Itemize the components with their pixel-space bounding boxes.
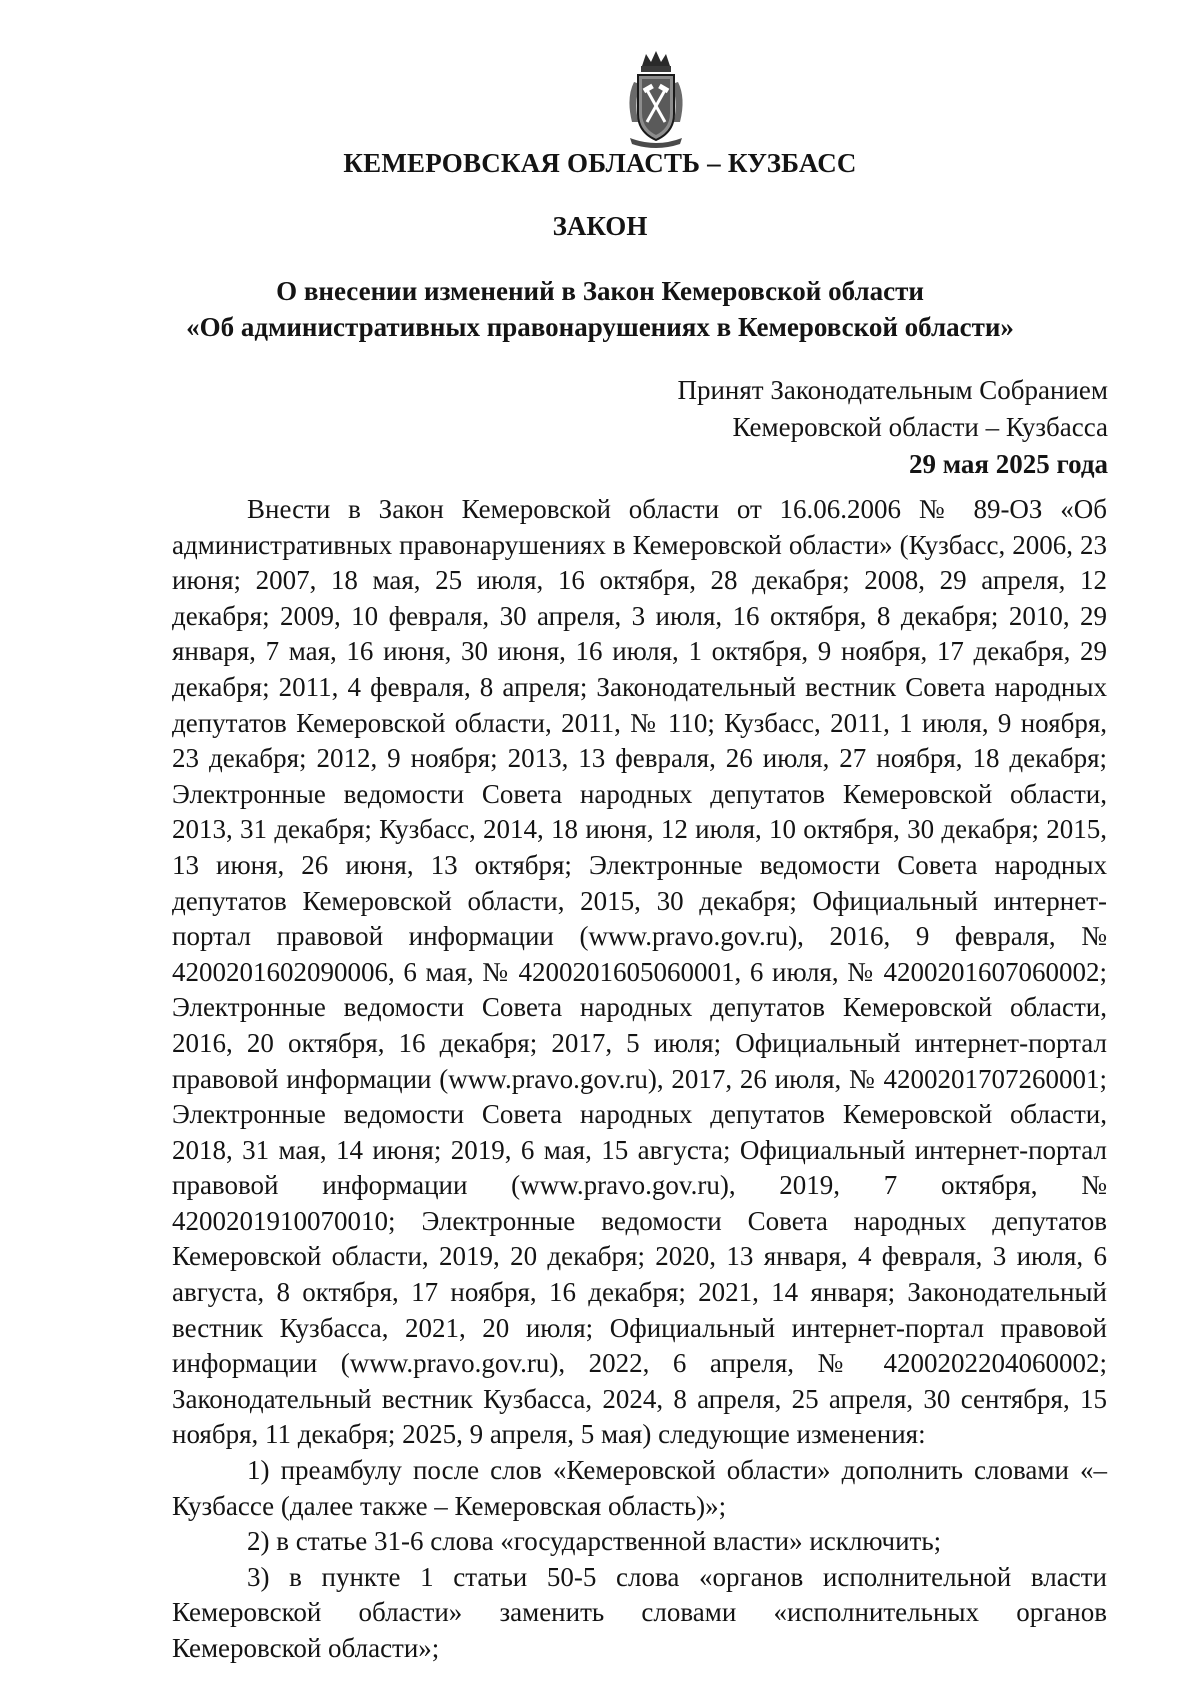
amendment-item-2: 2) в статье 31-6 слова «государственной власти» исключить; [247, 1526, 942, 1557]
intro-paragraph: Внести в Закон Кемеровской области от 16.06.2006 № 89-ОЗ «Об административных правонарушениях в Кемеровской области» (Кузбасс, 2006, 23 июня; 2007, 18 мая, 25 июля, 16 октября, 28 декабря; 2008, 29 апреля, 12 декабря; 2009, 10 февраля, 30 апреля, 3 июля, 16 октября, 8 декабря; 2010, 29 января, 7 мая, 16 июня, 30 июня, 16 июля, 1 октября, 9 ноября, 17 декабря, 29 декабря; 2011, 4 февраля, 8 апреля; Законодательный вестник Совета народных депутатов Кемеровской области, 2011, № 110; Кузбасс, 2011, 1 июля, 9 ноября, 23 декабря; 2012, 9 ноября; 2013, 13 февраля, 26 июля, 27 ноября, 18 декабря; Электронные ведомости Совета народных депутатов Кемеровской области, 2013, 31 декабря; Кузбасс, 2014, 18 июня, 12 июля, 10 октября, 30 декабря; 2015, 13 июня, 26 июня, 13 октября; Электронные ведомости Совета народных депутатов Кемеровской области, 2015, 30 декабря; Официальный интернет-портал правовой информации (www.pravo.gov.ru), 2016, 9 февраля, № 4200201602090006, 6 мая, № 4200201605060001, 6 июля, № 4200201607060002; Электронные ведомости Совета народных депутатов Кемеровской области, 2016, 20 октября, 16 декабря; 2017, 5 июля; Официальный интернет-портал правовой информации (www.pravo.gov.ru), 2017, 26 июля, № 4200201707260001; Электронные ведомости Совета народных депутатов Кемеровской области, 2018, 31 мая, 14 июня; 2019, 6 мая, 15 августа; Официальный интернет-портал правовой информации (www.pravo.gov.ru), 2019, 7 октября, № 4200201910070010; Электронные ведомости Совета народных депутатов Кемеровской области, 2019, 20 декабря; 2020, 13 января, 4 февраля, 3 июля, 6 августа, 8 октября, 17 ноября, 16 декабря; 2021, 14 января; Законодательный вестник Кузбасса, 2021, 20 июля; Официальный интернет-портал правовой информации (www.pravo.gov.ru), 2022, 6 апреля, № 4200202204060002; Законодательный вестник Кузбасса, 2024, 8 апреля, 25 апреля, 30 сентября, 15 ноября, 11 декабря; 2025, 9 апреля, 5 мая) следующие изменения: [172, 494, 1107, 1450]
amendment-item-3: 3) в пункте 1 статьи 50-5 слова «органов исполнительной власти Кемеровской области» заменить словами «исполнительных органов Кемеровской области»; [172, 1561, 1107, 1663]
document-type: ЗАКОН [552, 211, 648, 241]
amendment-item-1: 1) преамбулу после слов «Кемеровской области» дополнить словами «– Кузбассе (далее также – Кемеровская область)»; [172, 1455, 1107, 1521]
law-title-line2: «Об административных правонарушениях в Кемеровской области» [186, 312, 1014, 342]
adoption-line2: Кемеровской области – Кузбасса [732, 412, 1108, 442]
law-title-line1: О внесении изменений в Закон Кемеровской области [276, 276, 924, 306]
region-title: КЕМЕРОВСКАЯ ОБЛАСТЬ – КУЗБАСС [343, 148, 857, 178]
adoption-line1: Принят Законодательным Собранием [677, 375, 1108, 405]
adoption-date: 29 мая 2025 года [908, 449, 1108, 479]
coat-of-arms-icon [620, 48, 692, 148]
law-body [172, 492, 1107, 1667]
law-title [0, 273, 1200, 345]
adoption-block [677, 372, 1108, 483]
